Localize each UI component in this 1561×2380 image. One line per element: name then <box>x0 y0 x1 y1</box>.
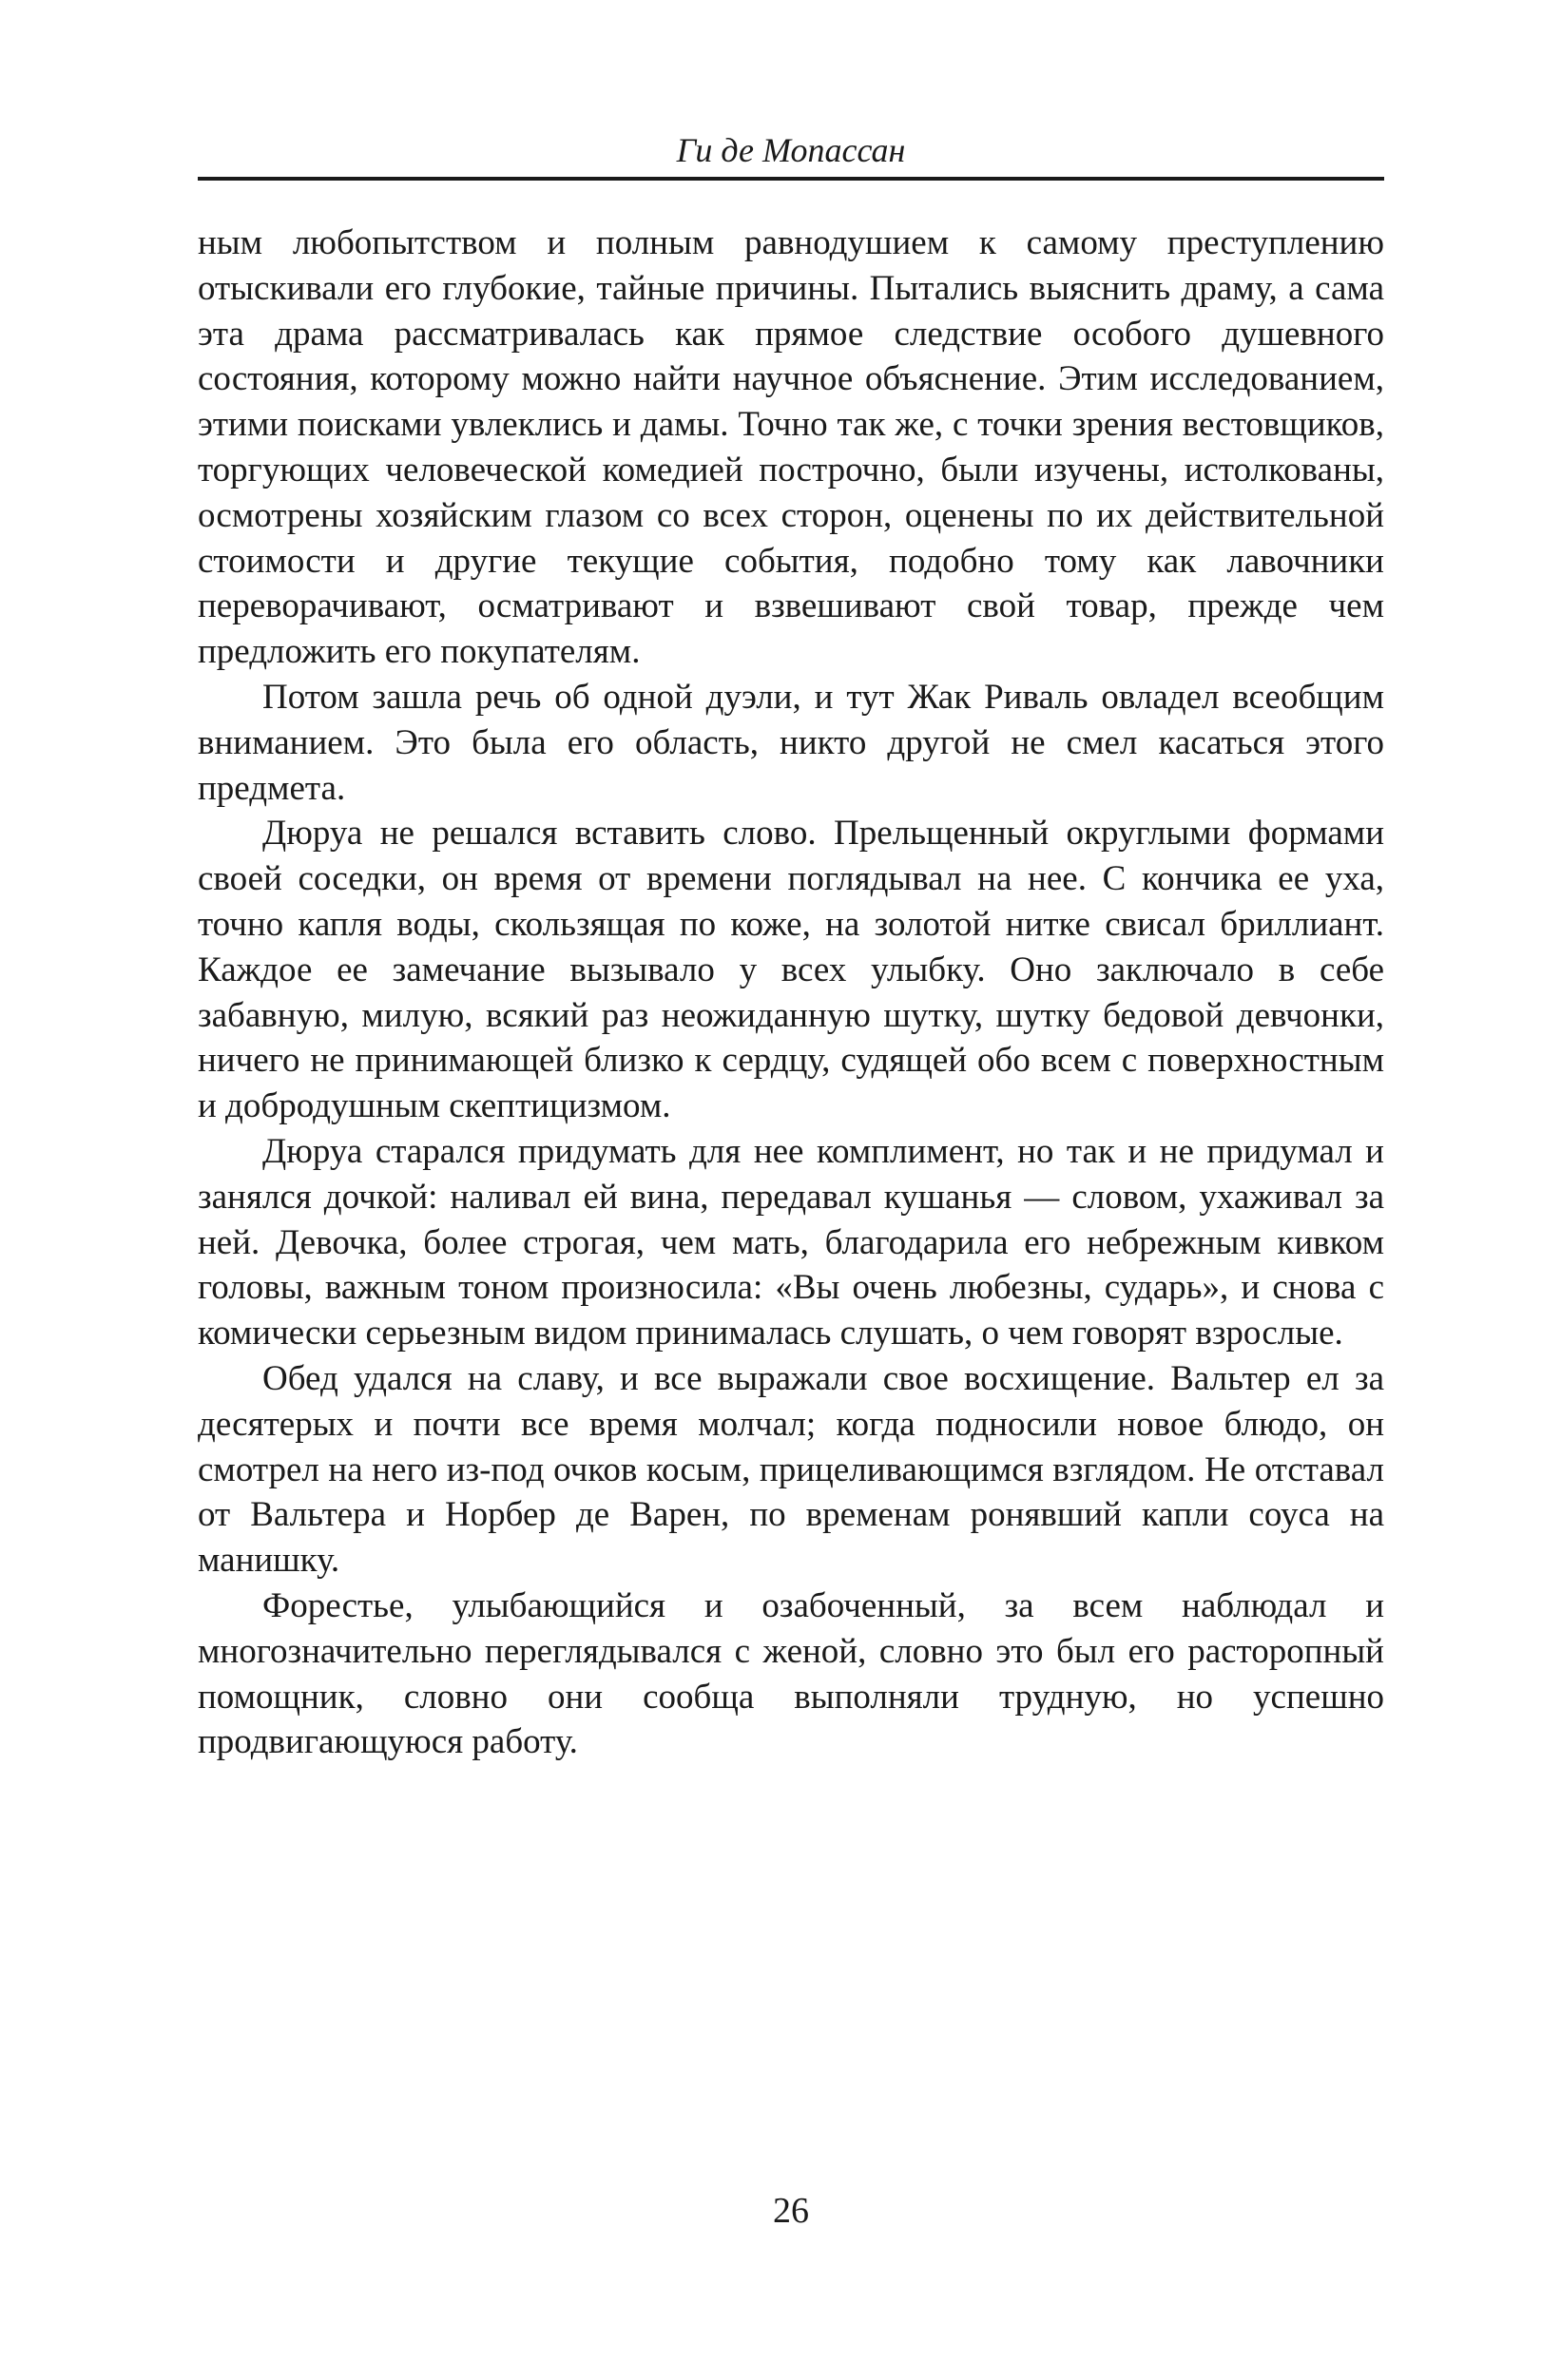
body-text <box>198 221 1384 1765</box>
header-rule <box>198 177 1384 181</box>
paragraph: Потом зашла речь об одной дуэли, и тут Жак Риваль овладел всеобщим вниманием. Это была его область, никто другой не смел касаться этого предмета. <box>198 677 1384 808</box>
paragraph-continued: ным любопытством и полным равнодушием к самому преступлению отыскивали его глубокие, тайные причины. Пытались выяснить драму, а сама эта драма рассматривалась как прямое следствие особого душевного состояния, которому можно найти научное объяснение. Этим исследованием, этими поисками увлеклись и дамы. Точно так же, с точки зрения вестовщиков, торгующих человеческой комедией построчно, были изучены, истолкованы, осмотрены хозяйским глазом со всех сторон, оценены по их действительной стоимости и другие текущие события, подобно тому как лавочники переворачивают, осматривают и взвешивают свой товар, прежде чем предложить его покупателям. <box>198 223 1384 672</box>
paragraph: Дюруа старался придумать для нее комплимент, но так и не придумал и занялся дочкой: наливал ей вина, передавал кушанья — словом, ухаживал за ней. Девочка, более строгая, чем мать, благодарила его небрежным кивком головы, важным тоном произносила: «Вы очень любезны, сударь», и снова с комически серьезным видом принималась слушать, о чем говорят взрослые. <box>198 1131 1384 1353</box>
page-number: 26 <box>773 2191 809 2231</box>
paragraph: Дюруа не решался вставить слово. Прельщенный округлыми формами своей соседки, он время от времени поглядывал на нее. С кончика ее уха, точно капля воды, скользящая по коже, на золотой нитке свисал бриллиант. Каждое ее замечание вызывало у всех улыбку. Оно заключало в себе забавную, милую, всякий раз неожиданную шутку, шутку бедовой девчонки, ничего не принимающей близко к сердцу, судящей обо всем с поверхностным и добродушным скептицизмом. <box>198 814 1384 1126</box>
running-head-author: Ги де Мопассан <box>676 131 906 169</box>
paragraph: Форестье, улыбающийся и озабоченный, за всем наблюдал и многозначительно переглядывался с женой, словно это был его расторопный помощник, словно они сообща выполняли трудную, но успешно продвигающуюся работу. <box>198 1585 1384 1762</box>
paragraph: Обед удался на славу, и все выражали свое восхищение. Вальтер ел за десятерых и почти все время молчал; когда подносили новое блюдо, он смотрел на него из-под очков косым, прицеливающимся взглядом. Не отставал от Вальтера и Норбер де Варен, по временам ронявший капли соуса на манишку. <box>198 1358 1384 1581</box>
